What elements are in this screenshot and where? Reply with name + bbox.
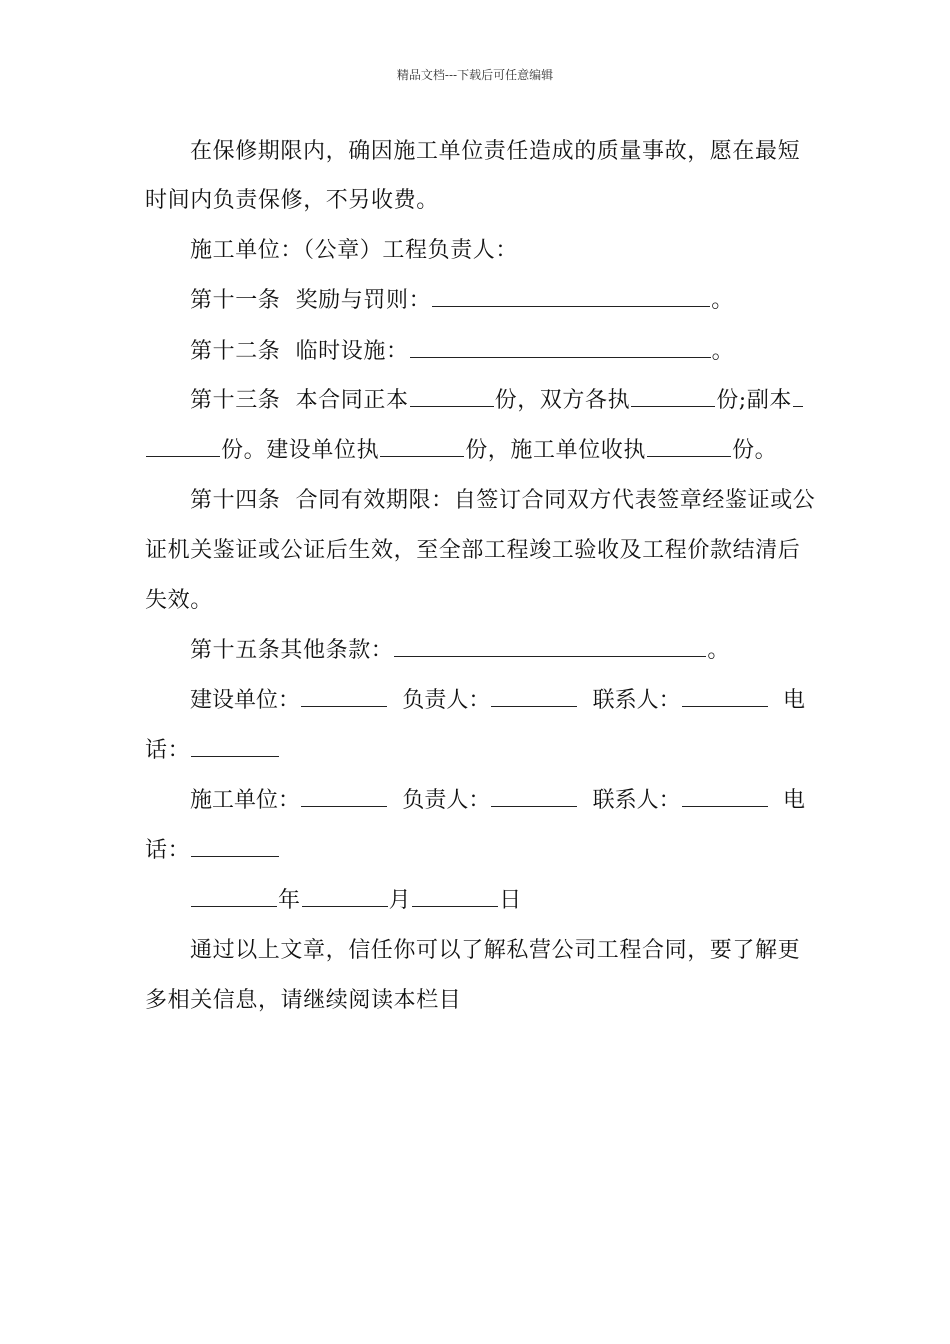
party-a-leader-label: 负责人： — [402, 688, 491, 713]
party-a-phone-label-2: 话： — [145, 738, 191, 763]
party-a-unit — [190, 686, 388, 716]
party-b-contact — [593, 786, 769, 816]
blank — [631, 405, 715, 407]
article-13-part-f: 份。 — [732, 438, 778, 463]
contractor-seal-line: 施工单位：（公章）工程负责人： — [190, 238, 519, 263]
article-15-label: 第十五条其他条款： — [190, 638, 394, 663]
article-13-part-b: 份，双方各执 — [494, 388, 631, 413]
party-b-leader — [402, 786, 578, 816]
article-13-line-1 — [190, 386, 804, 416]
blank — [682, 705, 768, 707]
article-12-blank — [410, 356, 711, 358]
party-b-phone — [145, 836, 280, 866]
party-b-unit — [190, 786, 388, 816]
party-a-contact-label: 联系人： — [592, 688, 681, 713]
article-14-line-2: 证机关鉴证或公证后生效，至全部工程竣工验收及工程价款结清后 — [145, 538, 801, 563]
article-15-end: 。 — [707, 638, 731, 663]
blank — [301, 705, 387, 707]
article-14-line-3: 失效。 — [145, 588, 213, 613]
blank — [380, 455, 464, 457]
article-13-part-e: 份，施工单位收执 — [465, 438, 647, 463]
article-11-blank — [432, 305, 710, 307]
blank — [146, 455, 220, 457]
date-month-label: 月 — [388, 888, 412, 913]
party-b-phone-label-1: 电 — [782, 788, 805, 813]
party-b-phone-label-2: 话： — [145, 838, 191, 863]
article-12-end: 。 — [711, 339, 735, 364]
party-b-unit-label: 施工单位： — [190, 788, 301, 813]
blank — [191, 755, 279, 757]
blank — [491, 805, 577, 807]
article-14-line-1: 第十四条 合同有效期限：自签订合同双方代表签章经鉴证或公 — [190, 488, 816, 513]
blank — [191, 905, 277, 907]
date-year-label: 年 — [278, 888, 301, 913]
closing-line-2: 多相关信息，请继续阅读本栏目 — [145, 988, 462, 1013]
article-12-label: 第十二条 临时设施： — [190, 339, 409, 364]
page-header: 精品文档---下载后可任意编辑 — [396, 68, 554, 82]
party-a-contact — [593, 686, 769, 716]
party-a-leader — [402, 686, 578, 716]
blank — [191, 855, 279, 857]
party-a-phone-label-1: 电 — [782, 688, 805, 713]
blank — [491, 705, 577, 707]
blank — [302, 905, 388, 907]
party-a-unit-label: 建设单位： — [190, 688, 301, 713]
warranty-paragraph-line-1: 在保修期限内，确因施工单位责任造成的质量事故，愿在最短 — [190, 139, 801, 164]
article-11-end: 。 — [711, 288, 734, 313]
date-day-label: 日 — [499, 888, 522, 913]
blank — [412, 905, 498, 907]
warranty-paragraph-line-2: 时间内负责保修，不另收费。 — [145, 188, 439, 213]
article-13-part-c: 份;副本 — [716, 388, 793, 413]
article-11-label: 第十一条 奖励与罚则： — [190, 288, 432, 313]
article-15-blank — [394, 655, 706, 657]
blank — [793, 405, 803, 407]
party-a-phone — [145, 736, 280, 766]
article-13-part-d: 份。建设单位执 — [221, 438, 380, 463]
date-line — [190, 886, 522, 916]
party-a-row — [190, 686, 805, 716]
party-b-leader-label: 负责人： — [402, 788, 491, 813]
blank — [301, 805, 387, 807]
party-b-row — [190, 786, 805, 816]
article-11 — [190, 286, 734, 316]
article-13-line-2 — [145, 436, 777, 466]
article-12 — [190, 337, 734, 367]
article-13-part-a: 第十三条 本合同正本 — [190, 388, 409, 413]
blank — [682, 805, 768, 807]
blank — [647, 455, 731, 457]
party-b-contact-label: 联系人： — [592, 788, 681, 813]
article-15 — [190, 636, 730, 666]
closing-line-1: 通过以上文章，信任你可以了解私营公司工程合同，要了解更 — [190, 938, 801, 963]
blank — [410, 405, 494, 407]
